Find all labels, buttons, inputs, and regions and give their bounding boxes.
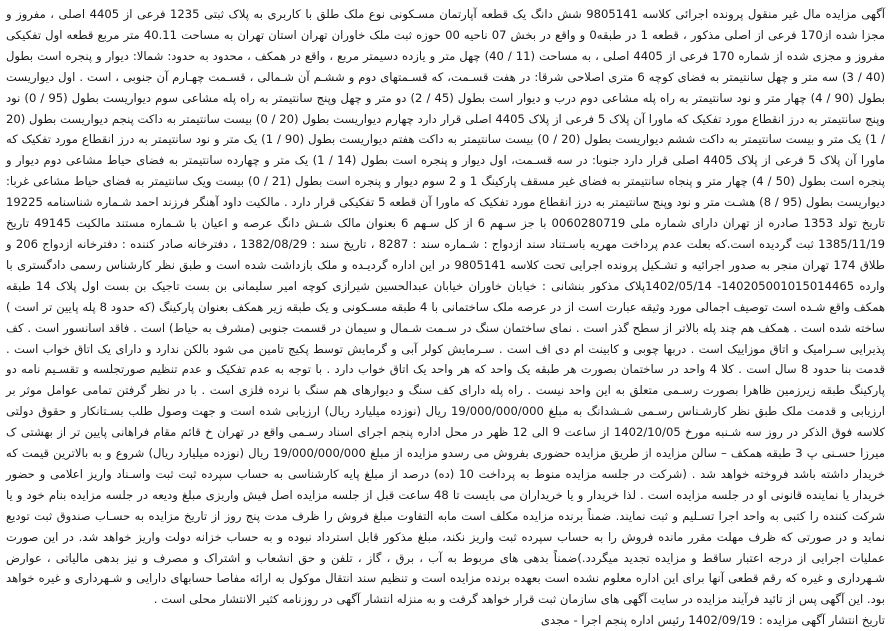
notice-footer-text: تاریخ انتشار آگهی مزایده : 1402/09/19 رئیس اداره پنجم اجرا - مجدی <box>540 613 885 628</box>
notice-body-text: آگهی مزایده مال غیر منقول پرونده اجرائی کلاسه 9805141 شش دانگ یک قطعه آپارتمان مسـکونی نوع ملک طلق با کاربری به پلاک ثبتی 1235 فرعی از 4405 اصلی ، مفروز و مجزا شده از170 فرعی از اصلی مذکور ، قطعه 1 در طبقه0 و واقع در بخش 07 ناحیه 00 حوزه ثبت ملک خاوران تهران استان تهران به مساحت 40.11 متر مربع قطعه اول تفکیکی مفروز و مجزی شده از شماره 170 فرعی از 4405 اصلی ، به مساحت (11 / 40) چهل متر و یازده دسیمتر مربع ، واقع در همکف ، محدود به حدود: شمالا: دیوار و پنجره است بطول (40 / 3) سه متر و چهل سانتیمتر به فضای کوچه 6 متری اصلاحی شرقا: در هفت قسـمت، که قسـمتهای دوم و ششـم آن شـمالی ، قسـمت چهـارم آن جنوبی ، است . اول دیواریست بطول (90 / 4) چهار متر و نود سانتیمتر به راه پله مشاعی دوم درب و دیوار است بطول (45 / 2) دو متر و چهل وپنج سانتیمتر به راه پله مشاعی سوم دیواریست بطول (95 / 0) نود وپنج سانتیمتر به درز انقطاع مورد تفکیک که ماورا آن پلاک 5 فرعی از پلاک 4405 اصلی قرار دارد چهارم دیواریست بطول (20 / 0) بیست سانتیمتر به داکت پنجم دیواریست بطول (20 / 1) یک متر و بیست سانتیمتر به داکت ششم دیواریست بطول (20 / 0) بیست سانتیمتر به داکت هفتم دیواریست بطول (90 / 1) یک متر و نود سانتیمتر به درز انقطاع مورد تفکیک که ماورا آن پلاک 5 فرعی از پلاک 4405 اصلی قرار دارد جنوبا: در سه قسـمت، اول دیوار و پنجره است بطول (14 / 1) یک متر و چهارده سانتیمتر به فضای حیاط مشاعی دوم دیوار و پنجره است بطول (50 / 4) چهار متر و پنجاه سانتیمتر به فضای غیر مسقف پارکینگ 1 و 2 سوم دیوار و پنجره است بطول (21 / 0) بیست ویک سانتیمتر به فضای حیاط مشاعی غربا: دیواریست بطول (95 / 8) هشـت متر و نود وپنج سانتیمتر به درز انقطاع مورد تفکیک که ماورا آن قطعه 5 تفکیکی قرار دارد . مالکیت داود آهنگر فرزند احمد شـماره شناسنامه 19225 تاریخ تولد 1353 صادره از تهران دارای شماره ملی 0060280719 با جز سـهم 6 از کل سـهم 6 بعنوان مالک شـش دانگ عرصه و اعیان با شـماره مستند مالکیت 49145 تاریخ 1385/11/19 ثبت گردیده است.که بعلت عدم پرداخت مهریه باسـتناد سند ازدواج : شـماره سند : 8287 ، تاریخ سند : 1382/08/29 ، دفترخانه صادر کننده : دفترخانه ازدواج 206 و طلاق 174 تهران منجر به صدور اجرائیه و تشـکیل پرونده اجرایی تحت کلاسه 9805141 در این اداره گردیـده و ملک بازداشت شده است و طبق نظر کارشناس رسمی دادگستری با وارده 140205001015014465- 1402/05/14پلاک مذکور بنشانی : خیابان خاوران خیابان عبدالحسین شیرازی کوچه امیر سلیمانی بن بست تاجیک بن بست اول پلاک 14 طبقه همکف واقع شـده است توصیف اجمالی مورد وثیقه عبارت است از در عرصه ملک ساختمانی با 4 طبقه مسـکونی و یک طبقه زیر همکف بعنوان پارکینگ (که حدود 8 پله پایین تر است ) ساخته شده است . همکف هم چند پله بالاتر از سطح گذر است . نمای ساختمان سنگ در سـمت شـمال و سیمان در قسمت جنوبی (مشرف به حیاط) است . فاقد اسانسور است . کف پذیرایی سـرامیک و اتاق موزاییک است . دربها چوبی و کابینت ام دی اف است . سـرمایش کولر آبی و گرمایش توسط پکیج تامین می شود بالکن ندارد و دارای یک اتاق خواب است . قدمت بنا حدود 8 سال است . کلا 4 واحد در ساختمان بصورت هر طبقه یک واحد که هر واحد یک اتاق خواب دارد . با توجه به عدم تفکیک و عدم تنظیم صورتجلسه و تقسـیم نامه دو پارکینگ طبقه زیرزمین ظاهرا بصورت رسـمی متعلق به این واحد نیست . راه پله دارای کف سنگ و دیوارهای هم سنگ با نرده فلزی است . با در نظر گرفتن تمامی عوامل موثر بر ارزیابی و قدمت ملک طبق نظر کارشـناس رسـمی شـشدانگ به مبلغ 19/000/000/000 ریال (نوزده میلیارد ریال) ارزیابی شده است و جهت وصول طلب بسـتانکار و حقوق دولتی کلاسه فوق الذکر در روز سه شـنبه مورخ 1402/10/05 از ساعت 9 الی 12 ظهر در محل اداره پنجم اجرای اسناد رسـمی واقع در تهران خ قائم مقام فراهانی پایین تر از بهشتی ک میرزا حسـنی پ 3 طبقه همکف – سالن مزایده از طریق مزایده حضوری بفروش می رسدو مزایده از مبلغ 19/000/000/000 ریال (نوزده میلیارد ریال) شروع و به بالاترین قیمت که خریدار داشته باشد فروخته خواهد شد . (شرکت در جلسه مزایده منوط به پرداخت 10 (ده) درصد از مبلغ پایه کارشناسی به حساب سپرده ثبت ثبت واسـناد واریز اعلامی و حضور خریدار یا نماینده قانونی او در جلسه مزایده است . لذا خریدار و یا خریداران می بایست تا 48 ساعت قبل از جلسه مزایده اصل فیش واریزی مبلغ وديعه در جلسه مزایده بنام خود و یا شرکت کننده را کتبی به واحد اجرا تسـلیم و ثبت نمایند. ضمناً برنده مزایده مکلف است مابه التفاوت مبلغ فروش را ظرف مدت پنج روز از تاریخ مزایده به حسـاب صندوق ثبت تودیع نماید و در صورتی که ظرف مهلت مقرر مانده فروش را به حساب سپرده ثبت واریز نکند، مبلغ مذکور قابل استرداد نبوده و به حساب خزانه دولت واریز خواهد شد. در این صورت عملیات اجرایی از درجه اعتبار ساقط و مزایده تجدید میگردد.)ضمناً بدهی های مربوط به آب ، برق ، گاز ، تلفن و حق انشعاب و اشتراک و مصرف و نیز بدهی مالیاتی ، عوارض شـهرداری و غیره که رقم قطعی آنها برای این اداره معلوم نشده است بعهده برنده مزایده است و تنظیم سند انتقال موکول به ارائه مفاصا حسابهای دارایی و شـهرداری و غیره خواهد بود. این آگهی پس از تائید فرآیند مزایده در سایت آگهی های سازمان ثبت قرار خواهد گرفت و به منزله انتشار آگهی در روزنامه کثیر الانتشار محلی است . <box>6 7 886 607</box>
